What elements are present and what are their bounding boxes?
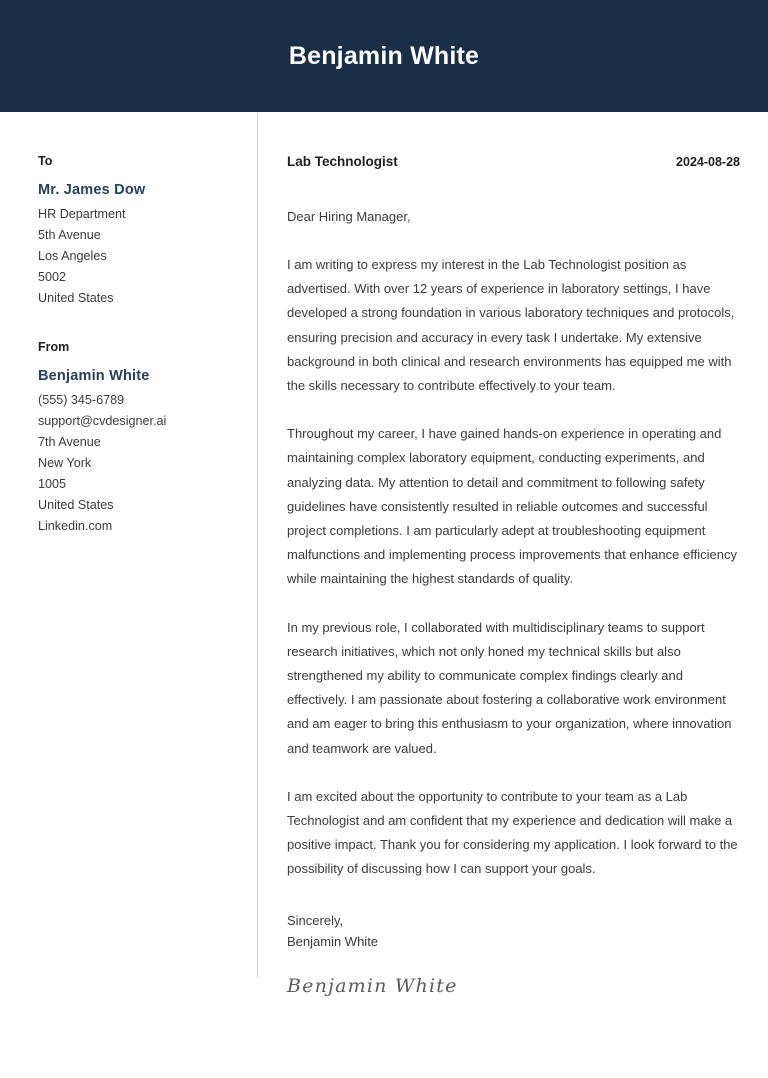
closing-word: Sincerely, bbox=[287, 912, 344, 928]
recipient-name: Mr. James Dow bbox=[38, 182, 146, 198]
document-body bbox=[0, 112, 768, 997]
sender-website: Linkedin.com bbox=[38, 519, 113, 533]
job-title: Lab Technologist bbox=[287, 154, 398, 169]
letter-paragraph: I am writing to express my interest in the Lab Technologist position as advertised. With over 12 years of experience in laboratory settings, I have developed a strong foundation in various laboratory techniques and protocols, ensuring precision and accuracy in every task I undertake. My extensive background in both clinical and research environments has equipped me with the skills necessary to contribute effectively to your team. bbox=[287, 257, 735, 394]
sender-phone: (555) 345-6789 bbox=[38, 393, 125, 407]
document-header bbox=[0, 0, 768, 112]
header-applicant-name: Benjamin White bbox=[288, 41, 480, 70]
letter-paragraph: I am excited about the opportunity to contribute to your team as a Lab Technologist and am confident that my experience and dedication will make a positive impact. Thank you for considering my application. I look forward to the possibility of discussing how I can support your goals. bbox=[287, 788, 738, 877]
recipient-line: HR Department bbox=[38, 207, 126, 221]
sidebar bbox=[0, 112, 257, 568]
letter-paragraph: Throughout my career, I have gained hands-on experience in operating and maintaining complex laboratory equipment, conducting experiments, and analyzing data. My attention to detail and commitment to following safety guidelines have consistently resulted in reliable outcomes and successful project completions. I am particularly adept at troubleshooting equipment malfunctions and implementing process improvements that enhance efficiency while maintaining the highest standards of quality. bbox=[287, 426, 737, 587]
letter-paragraph: In my previous role, I collaborated with multidisciplinary teams to support research initiatives, which not only honed my technical skills but also strengthened my ability to communicate complex findings clearly and effectively. I am passionate about fostering a collaborative work environment and am eager to bring this enthusiasm to your organization, where innovation and teamwork are valued. bbox=[287, 619, 732, 756]
recipient-line: Los Angeles bbox=[38, 249, 107, 263]
recipient-label: To bbox=[38, 154, 53, 168]
letter-column bbox=[258, 112, 768, 997]
sender-line: New York bbox=[38, 456, 92, 470]
recipient-line: 5002 bbox=[38, 270, 67, 284]
recipient-block bbox=[38, 154, 239, 309]
sender-block bbox=[38, 340, 239, 537]
sender-line: 7th Avenue bbox=[38, 435, 101, 449]
closing-name: Benjamin White bbox=[287, 934, 379, 950]
sender-line: 1005 bbox=[38, 477, 67, 491]
letter-date: 2024-08-28 bbox=[676, 155, 740, 169]
recipient-line: United States bbox=[38, 291, 114, 305]
salutation: Dear Hiring Manager, bbox=[287, 209, 411, 224]
letter-meta-row bbox=[287, 154, 740, 169]
sender-label: From bbox=[38, 340, 70, 354]
sender-email: support@cvdesigner.ai bbox=[38, 414, 167, 428]
sender-name: Benjamin White bbox=[38, 368, 150, 384]
closing-block bbox=[287, 910, 740, 953]
recipient-line: 5th Avenue bbox=[38, 228, 101, 242]
signature: Benjamin White bbox=[287, 974, 458, 997]
sender-line: United States bbox=[38, 498, 114, 512]
